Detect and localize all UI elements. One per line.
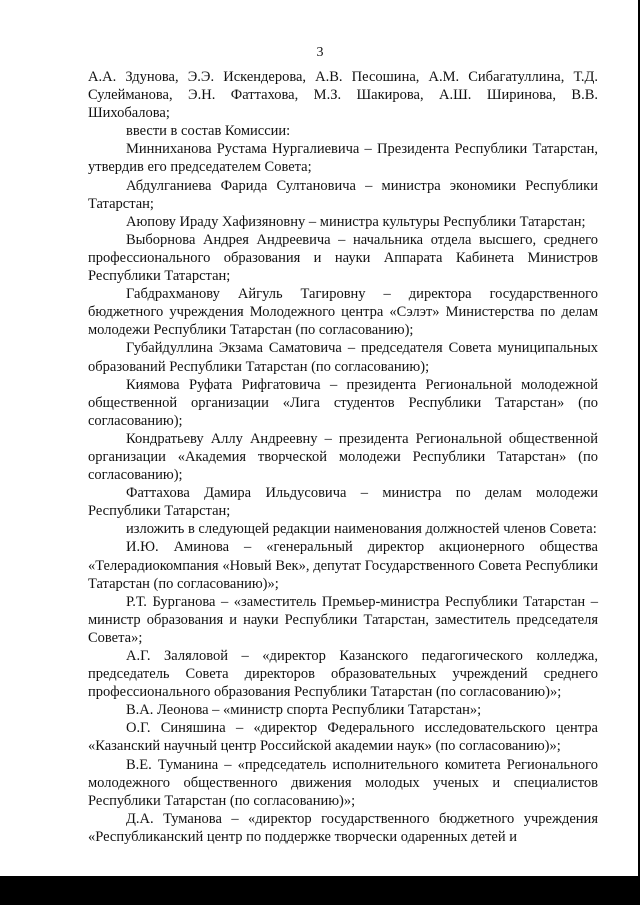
paragraph: Д.А. Туманова – «директор государственного бюджетного учреждения «Республиканский центр по поддержке творчески одаренных детей и xyxy=(88,810,598,845)
paragraph: изложить в следующей редакции наименования должностей членов Совета: xyxy=(126,521,597,538)
document-body xyxy=(88,68,598,846)
paragraph: Габдрахманову Айгуль Тагировну – директора государственного бюджетного учреждения Молодежного центра «Сэлэт» Министерства по делам молодежи Республики Татарстан (по согласованию); xyxy=(88,286,598,339)
paragraph: О.Г. Синяшина – «директор Федерального исследовательского центра «Казанский научный центр Российской академии наук» (по согласованию)»; xyxy=(88,720,598,755)
paragraph: Выборнова Андрея Андреевича – начальника отдела высшего, среднего профессионального образования и науки Аппарата Кабинета Министров Республики Татарстан; xyxy=(88,231,598,285)
paragraph: А.А. Здунова, Э.Э. Искендерова, А.В. Песошина, А.М. Сибагатуллина, Т.Д. Сулейманова, Э.Н. Фаттахова, М.З. Шакирова, А.Ш. Ширинова, В.В. Шихобалова; xyxy=(88,69,598,122)
page-number: 3 xyxy=(316,45,324,60)
paragraph: ввести в состав Комиссии: xyxy=(126,123,291,140)
paragraph: Губайдуллина Экзама Саматовича – председателя Совета муниципальных образований Республики Татарстан (по согласованию); xyxy=(88,340,598,375)
paragraph: В.Е. Туманина – «председатель исполнительного комитета Регионального молодежного общественного движения молодых ученых и специалистов Республики Татарстан (по согласованию)»; xyxy=(88,756,598,809)
paragraph: Р.Т. Бурганова – «заместитель Премьер-министра Республики Татарстан – министр образования и науки Республики Татарстан, заместитель председателя Совета»; xyxy=(88,593,598,646)
scan-bottom-bar xyxy=(0,876,640,905)
paragraph: Киямова Руфата Рифгатовича – президента Региональной молодежной общественной организации «Лига студентов Республики Татарстан» (по согласованию); xyxy=(88,376,598,429)
paragraph: А.Г. Заляловой – «директор Казанского педагогического колледжа, председатель Совета директоров образовательных учреждений среднего профессионального образования Республики Татарстан (по согласованию)»; xyxy=(88,648,598,701)
paragraph: Минниханова Рустама Нургалиевича – Президента Республики Татарстан, утвердив его председателем Совета; xyxy=(88,141,598,176)
paragraph: Аюпову Ираду Хафизяновну – министра культуры Республики Татарстан; xyxy=(126,213,586,230)
paragraph: Абдулганиева Фарида Султановича – министра экономики Республики Татарстан; xyxy=(88,177,598,212)
paragraph: Фаттахова Дамира Ильдусовича – министра по делам молодежи Республики Татарстан; xyxy=(88,485,598,520)
paragraph: И.Ю. Аминова – «генеральный директор акционерного общества «Телерадиокомпания «Новый Век», депутат Государственного Совета Республики Татарстан (по согласованию)»; xyxy=(88,539,598,592)
paragraph: Кондратьеву Аллу Андреевну – президента Региональной общественной организации «Академия творческой молодежи Республики Татарстан» (по согласованию); xyxy=(88,430,598,484)
paragraph: В.А. Леонова – «министр спорта Республики Татарстан»; xyxy=(126,702,482,719)
